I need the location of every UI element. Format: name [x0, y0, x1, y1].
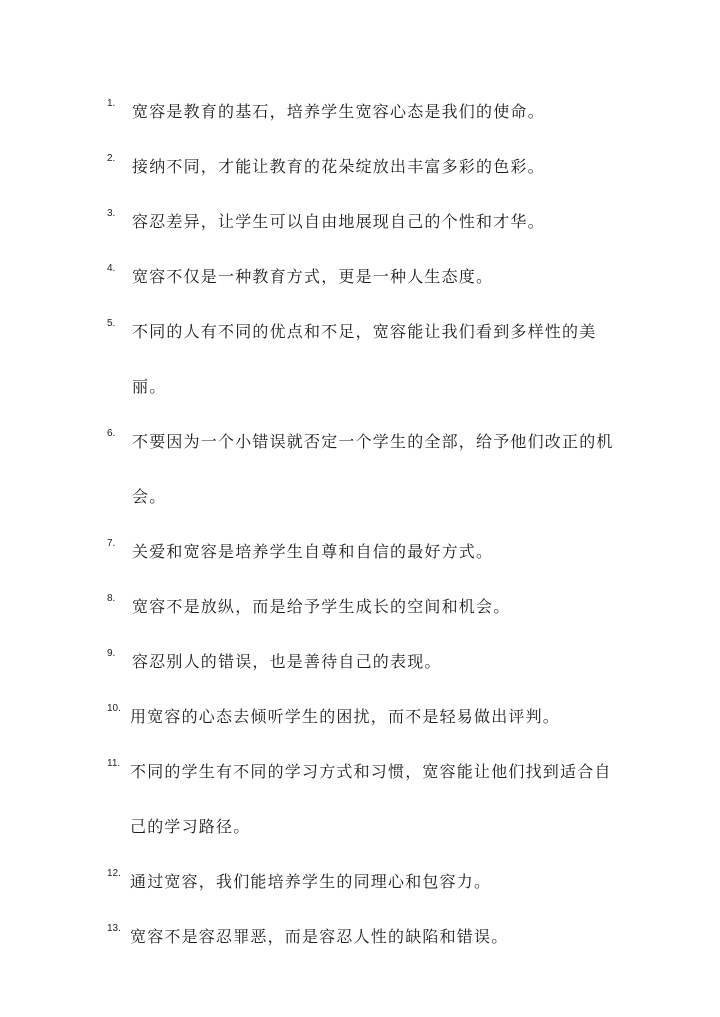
- item-text: 不同的学生有不同的学习方式和习惯，宽容能让他们找到适合自己的学习路径。: [130, 762, 612, 836]
- item-number: 1.: [107, 98, 116, 109]
- item-number: 13.: [107, 923, 121, 934]
- list-item: [107, 414, 627, 524]
- list-item: [107, 194, 627, 249]
- list-item: [107, 524, 627, 579]
- item-number: 9.: [107, 648, 116, 659]
- item-number: 7.: [107, 538, 116, 549]
- list-item: [107, 139, 627, 194]
- item-text: 用宽容的心态去倾听学生的困扰，而不是轻易做出评判。: [130, 707, 561, 726]
- item-number: 6.: [107, 428, 116, 439]
- item-text: 容忍别人的错误，也是善待自己的表现。: [132, 652, 442, 671]
- item-text: 关爱和宽容是培养学生自尊和自信的最好方式。: [132, 542, 494, 561]
- item-text: 接纳不同，才能让教育的花朵绽放出丰富多彩的色彩。: [132, 157, 545, 176]
- item-number: 2.: [107, 153, 116, 164]
- item-text: 不同的人有不同的优点和不足，宽容能让我们看到多样性的美丽。: [132, 322, 597, 396]
- list-item: [107, 84, 627, 139]
- list-item: [107, 579, 627, 634]
- item-number: 10.: [107, 703, 121, 714]
- list-item: [107, 634, 627, 689]
- item-text: 不要因为一个小错误就否定一个学生的全部，给予他们改正的机会。: [132, 432, 614, 506]
- item-number: 8.: [107, 593, 116, 604]
- list-item: [107, 249, 627, 304]
- item-text: 容忍差异，让学生可以自由地展现自己的个性和才华。: [132, 212, 545, 231]
- item-number: 5.: [107, 318, 116, 329]
- list-item: [107, 689, 627, 744]
- list-item: [107, 854, 627, 909]
- item-number: 4.: [107, 263, 116, 274]
- item-number: 12.: [107, 868, 121, 879]
- item-number: 11.: [107, 758, 121, 769]
- item-text: 宽容不是容忍罪恶，而是容忍人性的缺陷和错误。: [130, 927, 509, 946]
- item-number: 3.: [107, 208, 116, 219]
- item-text: 宽容是教育的基石，培养学生宽容心态是我们的使命。: [132, 102, 545, 121]
- item-text: 通过宽容，我们能培养学生的同理心和包容力。: [130, 872, 492, 891]
- item-text: 宽容不仅是一种教育方式，更是一种人生态度。: [132, 267, 494, 286]
- list-item: [107, 909, 627, 964]
- list-item: [107, 304, 627, 414]
- numbered-list: [107, 84, 627, 964]
- list-item: [107, 744, 627, 854]
- item-text: 宽容不是放纵，而是给予学生成长的空间和机会。: [132, 597, 511, 616]
